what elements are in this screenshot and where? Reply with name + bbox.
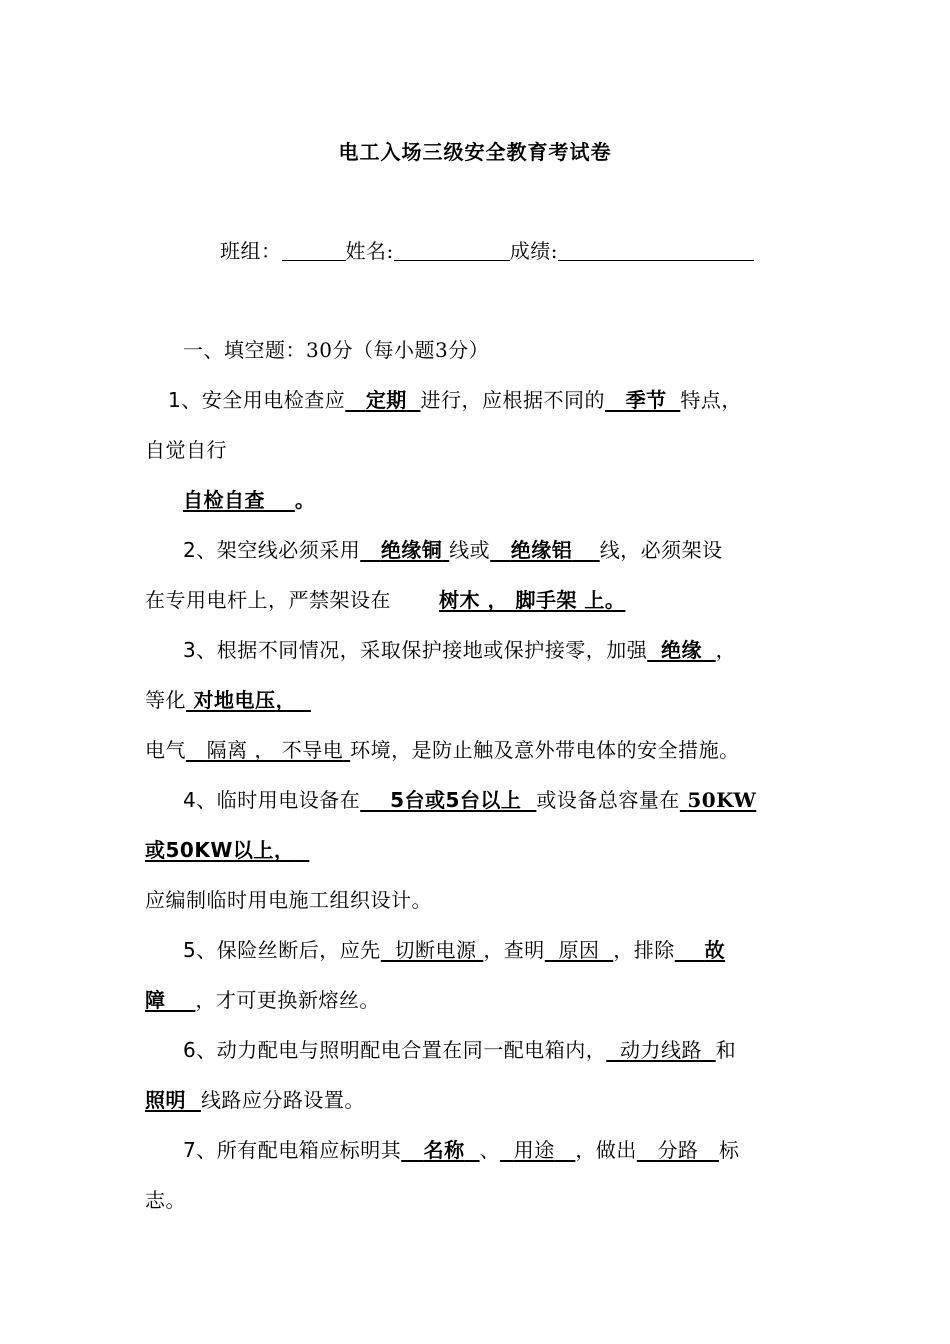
q3-line-1 xyxy=(183,636,736,664)
q1-answer-1: 定期 xyxy=(365,388,407,412)
q3-text: ， xyxy=(715,638,737,662)
q3-text: 等化 xyxy=(145,688,186,712)
q3-line-3 xyxy=(145,736,740,764)
exam-title: 电工入场三级安全教育考试卷 xyxy=(338,140,612,164)
q1-answer-2: 季节 xyxy=(625,388,667,412)
q6-text: 和 xyxy=(715,1038,737,1062)
q2-text: 在专用电杆上，严禁架设在 xyxy=(145,588,391,612)
q1-text: 1、安全用电检查应 xyxy=(168,388,346,412)
q1-line-1 xyxy=(168,386,742,414)
q7-answer-2: 用途 xyxy=(513,1138,555,1162)
q2-text: 线或 xyxy=(449,538,491,562)
q4-text: 4、临时用电设备在 xyxy=(183,788,361,812)
q1-answer-3: 自检自查 xyxy=(183,488,265,512)
q7-text: ，做出 xyxy=(575,1138,637,1162)
q2-answer-3: 树木 ， 脚手架 上。 xyxy=(439,588,626,612)
q5-answer-3: 故 xyxy=(704,938,726,962)
q2-line-1 xyxy=(183,536,723,564)
section-heading: 一、填空题：30分（每小题3分） xyxy=(183,338,490,362)
q3-answer-2: 对地电压， xyxy=(193,688,296,712)
q3-line-2 xyxy=(145,686,311,714)
q7-text: 、 xyxy=(479,1138,501,1162)
score-label: 成绩: xyxy=(509,239,558,263)
q2-text: 2、架空线必须采用 xyxy=(183,538,361,562)
q4-line-1 xyxy=(183,786,756,814)
q1-line-2: 自觉自行 xyxy=(145,438,227,462)
q5-answer-2: 原因 xyxy=(558,938,600,962)
q1-text: 特点， xyxy=(680,388,742,412)
q5-text: ，查明 xyxy=(483,938,545,962)
q6-answer-2: 照明 xyxy=(145,1088,186,1112)
q7-answer-3: 分路 xyxy=(657,1138,699,1162)
q7-answer-1: 名称 xyxy=(423,1138,465,1162)
q3-text: 环境，是防止触及意外带电体的安全措施。 xyxy=(350,738,740,762)
student-info-line xyxy=(220,237,754,265)
q4-answer-2: 50KW xyxy=(687,788,757,812)
score-field[interactable] xyxy=(558,240,754,261)
q4-answer-3: 或50KW以上， xyxy=(145,838,295,862)
q5-text: ，排除 xyxy=(613,938,675,962)
q5-answer-4: 障 xyxy=(145,988,166,1012)
q1-line-3 xyxy=(183,486,315,514)
q7-text: 7、所有配电箱应标明其 xyxy=(183,1138,402,1162)
q5-answer-1: 切断电源 xyxy=(394,938,477,962)
q4-text: 或设备总容量在 xyxy=(536,788,680,812)
q1-text: 。 xyxy=(294,488,316,512)
q5-text: 5、保险丝断后，应先 xyxy=(183,938,381,962)
q1-text: 进行，应根据不同的 xyxy=(420,388,606,412)
q6-line-2 xyxy=(145,1086,365,1114)
q4-answer-1: 5台或5台以上 xyxy=(390,788,522,812)
q7-line-1 xyxy=(183,1136,740,1164)
q5-line-2 xyxy=(145,986,380,1014)
q2-text: 线，必须架设 xyxy=(599,538,723,562)
q6-line-1 xyxy=(183,1036,736,1064)
q4-line-2 xyxy=(145,836,309,864)
class-field[interactable] xyxy=(282,240,346,261)
q3-text: 3、根据不同情况，采取保护接地或保护接零，加强 xyxy=(183,638,648,662)
q3-answer-3: 隔离 ， 不导电 xyxy=(206,738,344,762)
q5-line-1 xyxy=(183,936,725,964)
name-field[interactable] xyxy=(394,240,510,261)
q4-line-3: 应编制临时用电施工组织设计。 xyxy=(145,888,432,912)
q3-answer-1: 绝缘 xyxy=(660,638,702,662)
q2-line-2 xyxy=(145,586,625,614)
q6-text: 6、动力配电与照明配电合置在同一配电箱内， xyxy=(183,1038,607,1062)
q5-text: ，才可更换新熔丝。 xyxy=(195,988,380,1012)
class-label: 班组： xyxy=(220,239,282,263)
q7-text: 标 xyxy=(719,1138,740,1162)
name-label: 姓名: xyxy=(345,239,394,263)
q6-answer-1: 动力线路 xyxy=(619,1038,702,1062)
q2-answer-1: 绝缘铜 xyxy=(380,538,443,562)
q6-text: 线路应分路设置。 xyxy=(200,1088,365,1112)
q7-line-2: 志。 xyxy=(145,1188,186,1212)
q2-answer-2: 绝缘铝 xyxy=(510,538,573,562)
q3-text: 电气 xyxy=(145,738,186,762)
